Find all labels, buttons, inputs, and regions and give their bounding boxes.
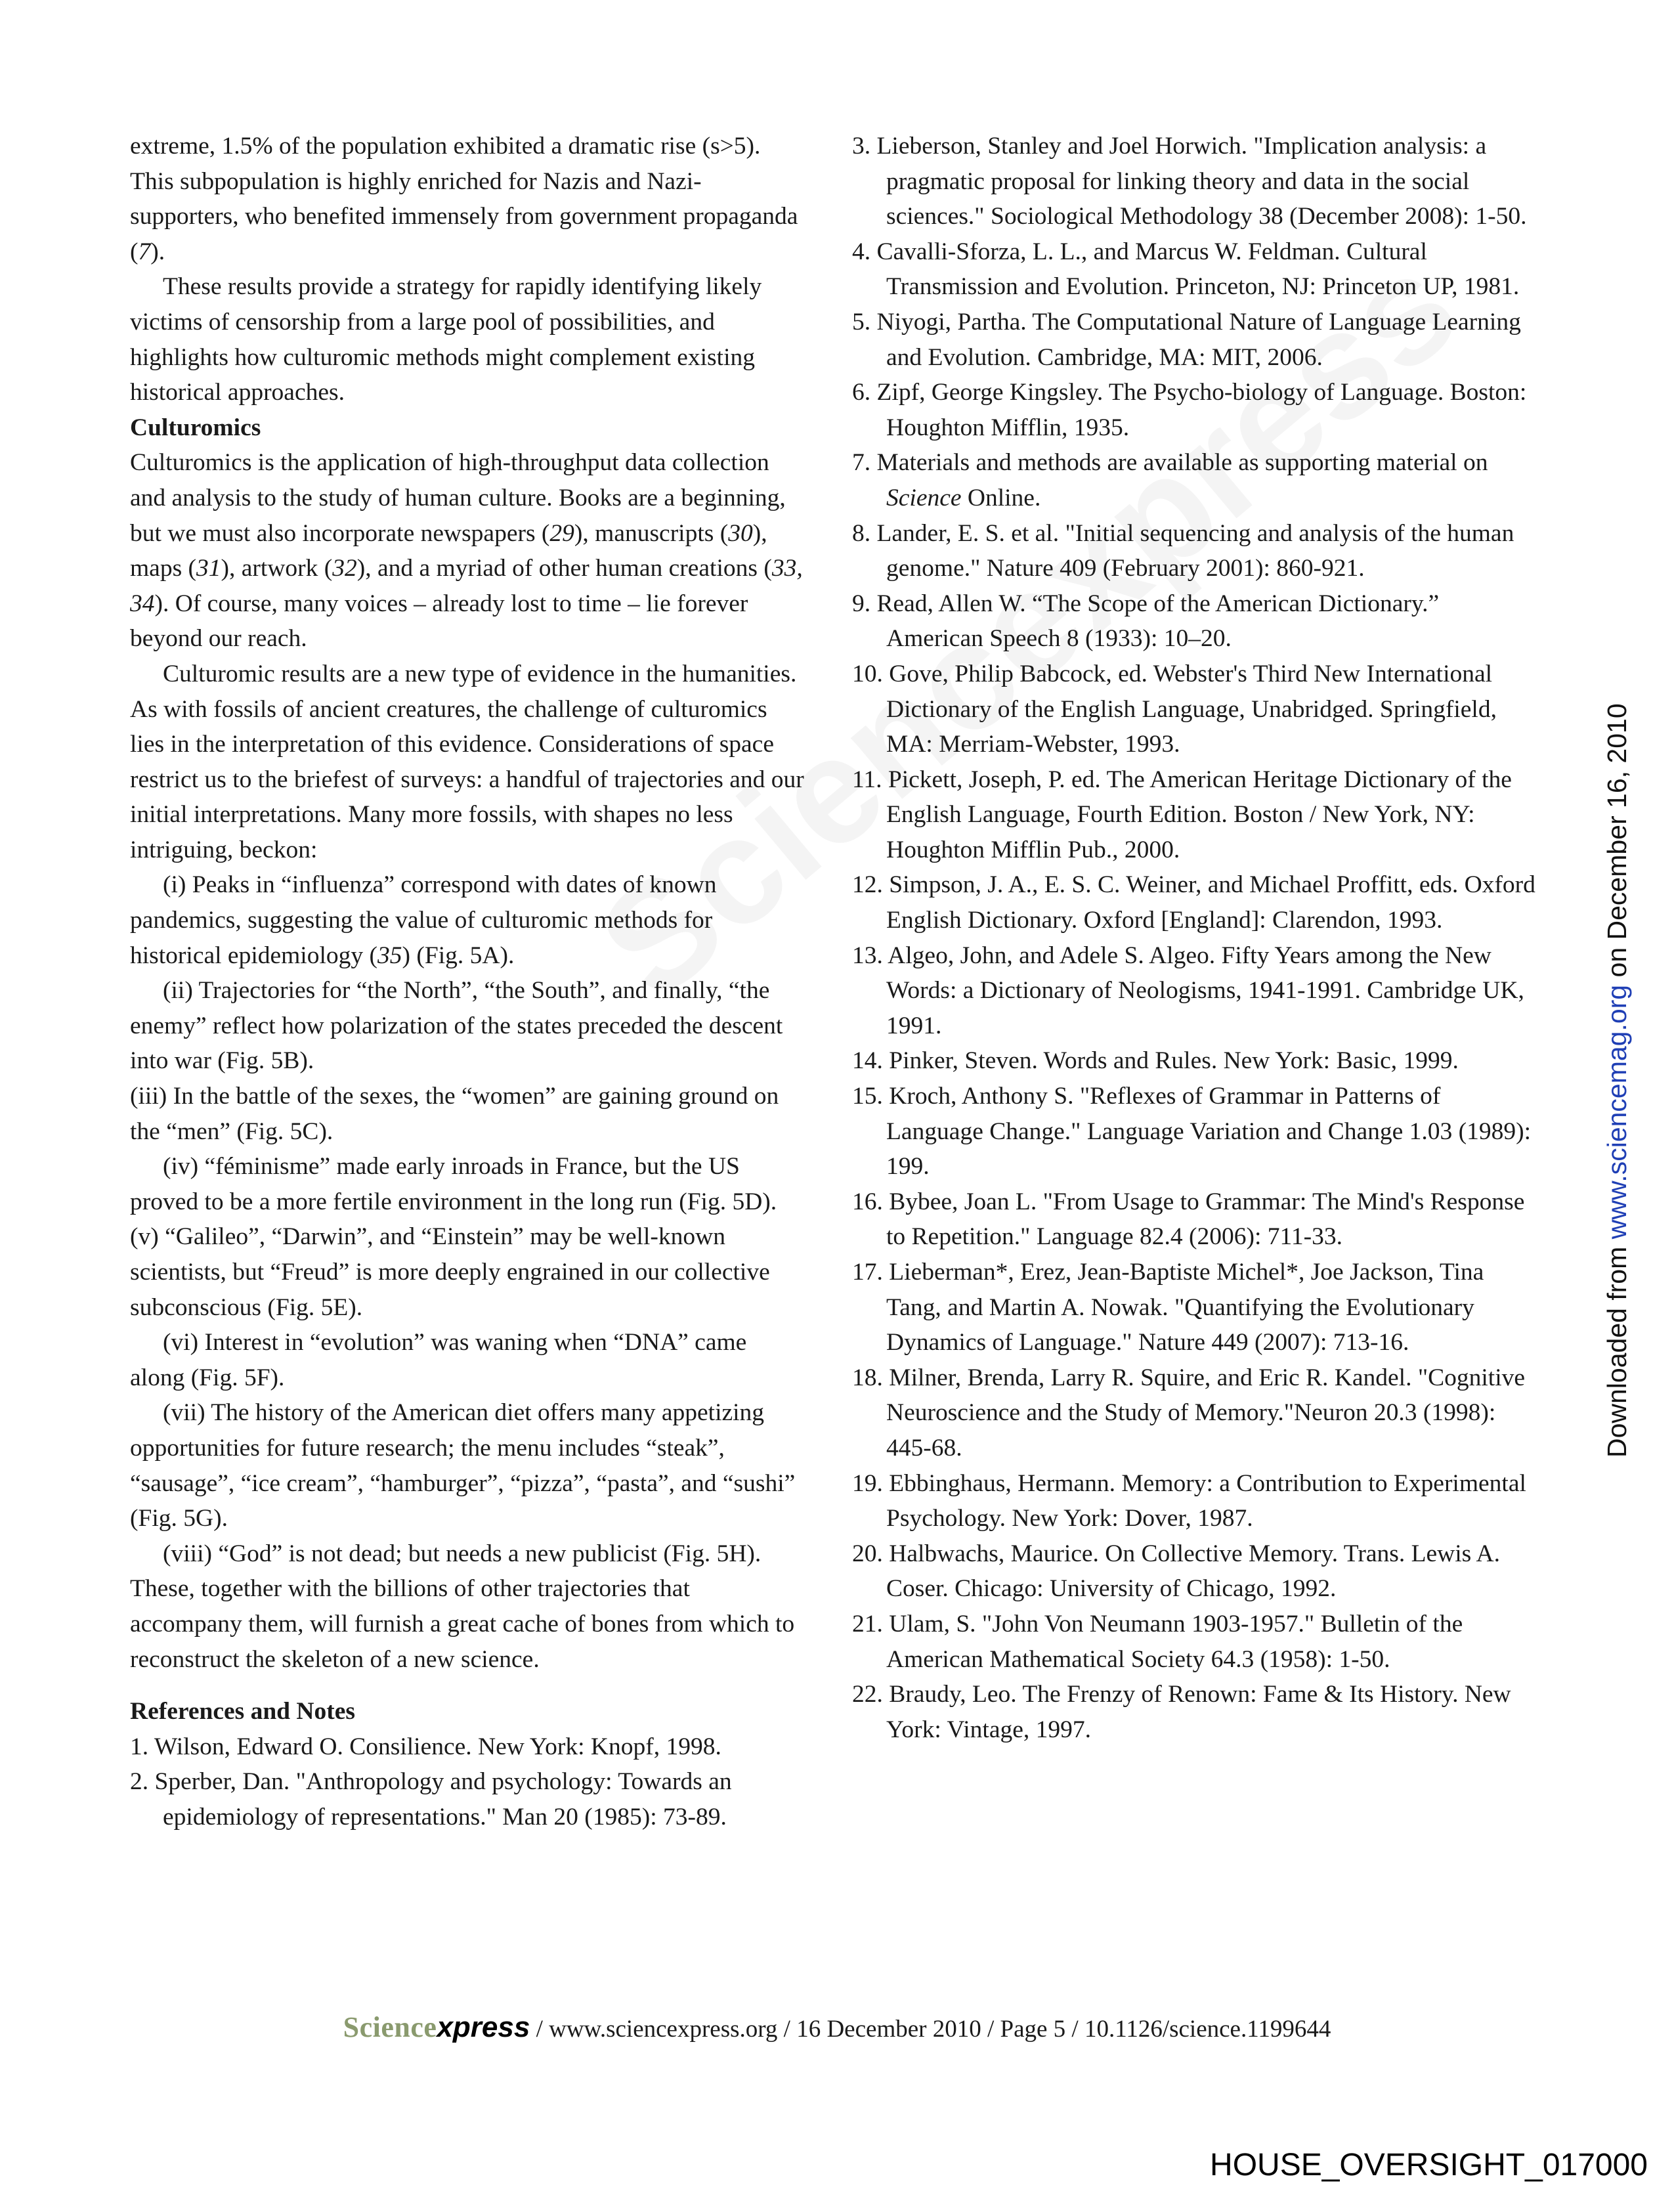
reference-item: 10. Gove, Philip Babcock, ed. Webster's Third New International Dictionary of the English Language, Unabridged. Springfield, MA: Merriam-Webster, 1993. [852,660,1497,758]
paragraph: Culturomics is the application of high-throughput data collection and analysis to the study of human culture. Books are a beginning, but we must also incorporate newspapers (29), manuscripts (30), maps (31), artwork (32), and a myriad of other human creations (33, 34). Of course, many voices – already lost to time – lie forever beyond our reach. [130,449,803,653]
reference-item: 15. Kroch, Anthony S. "Reflexes of Grammar in Patterns of Language Change." Language Variation and Change 1.03 (1989): 199. [852,1083,1532,1181]
page-footer [0,2010,1674,2044]
left-column [130,129,806,1835]
paragraph: extreme, 1.5% of the population exhibited a dramatic rise (s>5). This subpopulation is highly enriched for Nazis and Nazi-supporters, who benefited immensely from government propaganda (7). [130,133,798,265]
reference-item: 11. Pickett, Joseph, P. ed. The American Heritage Dictionary of the English Language, Fourth Edition. Boston / New York, NY: Houghton Mifflin Pub., 2000. [852,766,1512,863]
reference-item: 16. Bybee, Joan L. "From Usage to Grammar: The Mind's Response to Repetition." Language 82.4 (2006): 711-33. [852,1188,1525,1251]
list-item: (iii) In the battle of the sexes, the “women” are gaining ground on the “men” (Fig. 5C). [130,1083,779,1145]
reference-item: 8. Lander, E. S. et al. "Initial sequencing and analysis of the human genome." Nature 409 (February 2001): 860-921. [852,519,1514,582]
reference-item: 7. Materials and methods are available as supporting material on Science Online. [852,449,1488,511]
reference-item: 9. Read, Allen W. “The Scope of the American Dictionary.” American Speech 8 (1933): 10–20. [852,590,1440,653]
reference-item: 21. Ulam, S. "John Von Neumann 1903-1957." Bulletin of the American Mathematical Society 64.3 (1958): 1-50. [852,1610,1463,1673]
reference-item: 18. Milner, Brenda, Larry R. Squire, and Eric R. Kandel. "Cognitive Neuroscience and the Study of Memory."Neuron 20.3 (1998): 445-68. [852,1364,1526,1462]
list-item: (vi) Interest in “evolution” was waning when “DNA” came along (Fig. 5F). [130,1329,747,1391]
footer-citation: / www.sciencexpress.org / 16 December 2010 / Page 5 / 10.1126/science.1199644 [530,2016,1331,2043]
reference-item: 4. Cavalli-Sforza, L. L., and Marcus W. Feldman. Cultural Transmission and Evolution. Princeton, NJ: Princeton UP, 1981. [852,238,1520,301]
reference-item: 20. Halbwachs, Maurice. On Collective Memory. Trans. Lewis A. Coser. Chicago: University of Chicago, 1992. [852,1540,1500,1603]
reference-item: 6. Zipf, George Kingsley. The Psycho-biology of Language. Boston: Houghton Mifflin, 1935. [852,379,1527,441]
list-item: (v) “Galileo”, “Darwin”, and “Einstein” may be well-known scientists, but “Freud” is more deeply engrained in our collective subconscious (Fig. 5E). [130,1223,770,1321]
list-item: (i) Peaks in “influenza” correspond with dates of known pandemics, suggesting the value of culturomic methods for historical epidemiology (35) (Fig. 5A). [130,871,717,969]
document-id: HOUSE_OVERSIGHT_017000 [1210,2148,1648,2182]
paragraph: Culturomic results are a new type of evidence in the humanities. As with fossils of ancient creatures, the challenge of culturomics lies in the interpretation of this evidence. Considerations of space restrict us to the briefest of surveys: a handful of trajectories and our initial interpretations. Many more fossils, with shapes no less intriguing, beckon: [130,660,804,863]
reference-item: 12. Simpson, J. A., E. S. C. Weiner, and Michael Proffitt, eds. Oxford English Dictionary. Oxford [England]: Clarendon, 1993. [852,871,1535,934]
paragraph: These, together with the billions of other trajectories that accompany them, will furnish a great cache of bones from which to reconstruct the skeleton of a new science. [130,1575,795,1673]
reference-item: 17. Lieberman*, Erez, Jean-Baptiste Michel*, Joe Jackson, Tina Tang, and Martin A. Nowak. "Quantifying the Evolutionary Dynamics of Language." Nature 449 (2007): 713-16. [852,1259,1484,1356]
right-column [852,129,1538,1747]
reference-item: 3. Lieberson, Stanley and Joel Horwich. "Implication analysis: a pragmatic proposal for linking theory and data in the social sciences." Sociological Methodology 38 (December 2008): 1-50. [852,133,1527,230]
reference-item: 19. Ebbinghaus, Hermann. Memory: a Contribution to Experimental Psychology. New York: Dover, 1987. [852,1469,1526,1532]
citation: 7 [138,238,151,265]
reference-item: 1. Wilson, Edward O. Consilience. New York: Knopf, 1998. [130,1733,721,1760]
journal-logo: Science [343,2011,437,2043]
references-heading: References and Notes [130,1698,355,1725]
sciencemag-link[interactable]: www.sciencemag.org [1602,984,1632,1240]
reference-item: 2. Sperber, Dan. "Anthropology and psychology: Towards an epidemiology of representations." Man 20 (1985): 73-89. [130,1768,732,1831]
list-item: (iv) “féminisme” made early inroads in France, but the US proved to be a more fertile environment in the long run (Fig. 5D). [130,1153,777,1215]
list-item: (viii) “God” is not dead; but needs a new publicist (Fig. 5H). [163,1540,762,1567]
reference-item: 14. Pinker, Steven. Words and Rules. New York: Basic, 1999. [852,1047,1459,1075]
reference-item: 13. Algeo, John, and Adele S. Algeo. Fifty Years among the New Words: a Dictionary of Neologisms, 1941-1991. Cambridge UK, 1991. [852,942,1524,1039]
section-heading: Culturomics [130,414,261,441]
reference-item: 22. Braudy, Leo. The Frenzy of Renown: Fame & Its History. New York: Vintage, 1997. [852,1681,1511,1743]
list-item: (vii) The history of the American diet offers many appetizing opportunities for future research; the menu includes “steak”, “sausage”, “ice cream”, “hamburger”, “pizza”, “pasta”, and “sushi” (Fig. 5G). [130,1399,796,1532]
paragraph: These results provide a strategy for rapidly identifying likely victims of censorship from a large pool of possibilities, and highlights how culturomic methods might complement existing historical approaches. [130,273,762,406]
reference-item: 5. Niyogi, Partha. The Computational Nature of Language Learning and Evolution. Cambridge, MA: MIT, 2006. [852,308,1521,371]
list-item: (ii) Trajectories for “the North”, “the South”, and finally, “the enemy” reflect how polarization of the states preceded the descent into war (Fig. 5B). [130,977,783,1075]
download-note: Downloaded from www.sciencemag.org on December 16, 2010 [1602,703,1632,1458]
journal-logo-suffix: xpress [437,2011,530,2043]
